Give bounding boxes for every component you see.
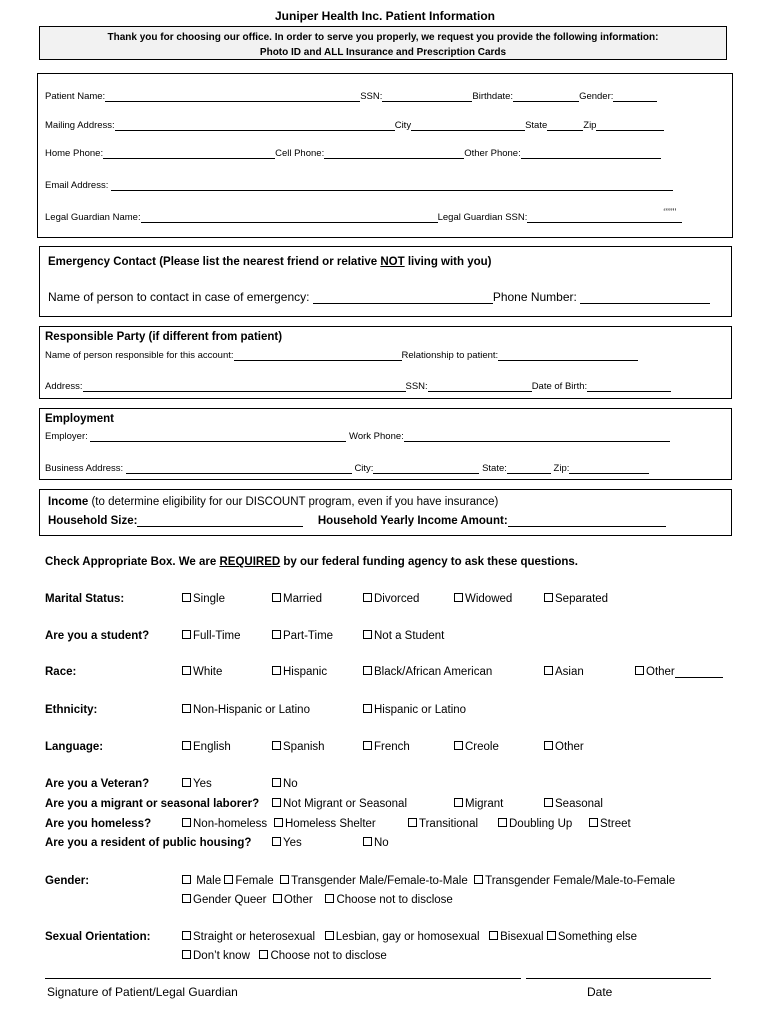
responsible-address-label: Address: [45, 381, 83, 392]
mailing-address-field[interactable] [115, 119, 395, 131]
date-label: Date [587, 985, 613, 999]
gender-queer-option[interactable]: Gender Queer [182, 894, 267, 906]
checkbox[interactable] [182, 818, 191, 827]
checkbox[interactable] [182, 894, 191, 903]
language-label: Language: [45, 741, 104, 753]
gender-question-label: Gender: [45, 875, 90, 887]
ethnicity-nonhispanic-option[interactable]: Non-Hispanic or Latino [182, 704, 310, 716]
income-label: Income [48, 496, 89, 508]
emergency-name-label: Name of person to contact in case of emergency: [48, 290, 310, 304]
business-state-field[interactable] [507, 462, 551, 474]
checkbox[interactable] [408, 818, 417, 827]
guardian-ssn-marks: ‘’’’’’’ [663, 207, 677, 217]
checkbox[interactable] [454, 741, 463, 750]
homeless-doubling-option[interactable]: Doubling Up [498, 818, 572, 830]
date-line[interactable] [526, 978, 711, 979]
orientation-bisexual-option[interactable]: Bisexual [489, 931, 543, 943]
mailing-row [45, 119, 664, 131]
marital-married-option[interactable]: Married [272, 593, 322, 605]
gender-female-option[interactable]: Female [224, 875, 273, 887]
income-row [48, 514, 666, 527]
responsible-name-label: Name of person responsible for this account: [45, 350, 234, 361]
business-state-label: State: [482, 463, 507, 474]
responsible-row-2 [45, 380, 671, 392]
email-row [45, 179, 673, 191]
email-field[interactable] [111, 179, 673, 191]
checkbox[interactable] [363, 593, 372, 602]
patient-name-field[interactable] [105, 90, 360, 102]
homeless-street-option[interactable]: Street [589, 818, 631, 830]
ethnicity-label: Ethnicity: [45, 704, 98, 716]
checkbox[interactable] [589, 818, 598, 827]
checkbox[interactable] [325, 894, 334, 903]
business-address-label: Business Address: [45, 463, 124, 474]
guardian-name-field[interactable] [141, 211, 438, 223]
city-field[interactable] [411, 119, 525, 131]
signature-label: Signature of Patient/Legal Guardian [47, 985, 238, 999]
race-other-option[interactable]: Other [635, 666, 723, 678]
required-text: REQUIRED [219, 556, 281, 568]
gender-row-2 [182, 894, 453, 906]
birthdate-label: Birthdate: [472, 91, 514, 102]
checkbox[interactable] [182, 704, 191, 713]
instructions-line-2: Photo ID and ALL Insurance and Prescription Cards [259, 47, 507, 58]
responsible-row-1 [45, 349, 638, 361]
patient-name-row [45, 90, 657, 102]
student-label: Are you a student? [45, 630, 150, 642]
emergency-row [48, 290, 710, 304]
responsible-address-field[interactable] [83, 380, 406, 392]
marital-single-option[interactable]: Single [182, 593, 225, 605]
guardian-name-label: Legal Guardian Name: [45, 212, 141, 223]
responsible-ssn-label: SSN: [405, 381, 428, 392]
form-title: Juniper Health Inc. Patient Information [274, 9, 496, 23]
checkbox[interactable] [363, 630, 372, 639]
checkbox[interactable] [182, 875, 191, 884]
questions-intro: Check Appropriate Box. We are REQUIRED by our federal funding agency to ask these questions. [45, 556, 578, 568]
checkbox[interactable] [272, 837, 281, 846]
emergency-name-field[interactable] [313, 290, 493, 304]
checkbox[interactable] [635, 666, 644, 675]
employment-heading: Employment [45, 413, 115, 425]
household-income-field[interactable] [508, 514, 666, 527]
language-french-option[interactable]: French [363, 741, 410, 753]
relationship-field[interactable] [498, 349, 638, 361]
work-phone-field[interactable] [404, 430, 670, 442]
gender-nodisclose-option[interactable]: Choose not to disclose [325, 894, 452, 906]
emergency-phone-field[interactable] [580, 290, 710, 304]
checkbox[interactable] [544, 741, 553, 750]
homeless-label: Are you homeless? [45, 818, 152, 830]
orientation-something-else-option[interactable]: Something else [547, 931, 637, 943]
work-phone-label: Work Phone: [349, 431, 404, 442]
guardian-ssn-label: Legal Guardian SSN: [437, 212, 528, 223]
checkbox[interactable] [474, 875, 483, 884]
orientation-dontknow-option[interactable]: Don’t know [182, 950, 250, 962]
cell-phone-label: Cell Phone: [275, 148, 325, 159]
city-label: City [394, 120, 412, 131]
orientation-nodisclose-option[interactable]: Choose not to disclose [259, 950, 386, 962]
migrant-label: Are you a migrant or seasonal laborer? [45, 798, 260, 810]
language-creole-option[interactable]: Creole [454, 741, 499, 753]
checkbox[interactable] [272, 798, 281, 807]
checkbox[interactable] [182, 630, 191, 639]
marital-widowed-option[interactable]: Widowed [454, 593, 512, 605]
veteran-yes-option[interactable]: Yes [182, 778, 212, 790]
responsible-name-field[interactable] [234, 349, 402, 361]
patient-name-label: Patient Name: [45, 91, 106, 102]
language-spanish-option[interactable]: Spanish [272, 741, 325, 753]
checkbox[interactable] [224, 875, 233, 884]
housing-label: Are you a resident of public housing? [45, 837, 252, 849]
checkbox[interactable] [272, 741, 281, 750]
checkbox[interactable] [280, 875, 289, 884]
other-phone-field[interactable] [521, 147, 661, 159]
housing-yes-option[interactable]: Yes [272, 837, 302, 849]
orientation-lgh-option[interactable]: Lesbian, gay or homosexual [325, 931, 480, 943]
checkbox[interactable] [363, 666, 372, 675]
checkbox[interactable] [259, 950, 268, 959]
language-other-option[interactable]: Other [544, 741, 584, 753]
business-zip-label: Zip: [553, 463, 570, 474]
cell-phone-field[interactable] [324, 147, 464, 159]
checkbox[interactable] [272, 778, 281, 787]
responsible-heading: Responsible Party (if different from patient) [45, 331, 283, 343]
instructions-box [39, 26, 727, 60]
household-size-field[interactable] [137, 514, 303, 527]
state-field[interactable] [547, 119, 583, 131]
email-label: Email Address: [45, 180, 109, 191]
checkbox[interactable] [544, 798, 553, 807]
race-other-field[interactable] [675, 666, 723, 678]
checkbox[interactable] [274, 818, 283, 827]
checkbox[interactable] [547, 931, 556, 940]
checkbox[interactable] [272, 630, 281, 639]
relationship-label: Relationship to patient: [401, 350, 499, 361]
orientation-straight-option[interactable]: Straight or heterosexual [182, 931, 315, 943]
ethnicity-hispanic-option[interactable]: Hispanic or Latino [363, 704, 466, 716]
marital-divorced-option[interactable]: Divorced [363, 593, 419, 605]
race-hispanic-option[interactable]: Hispanic [272, 666, 327, 678]
homeless-shelter-option[interactable]: Homeless Shelter [274, 818, 376, 830]
business-city-label: City: [354, 463, 374, 474]
instructions-line-1: Thank you for choosing our office. In order to serve you properly, we request you provide the following information: [107, 32, 659, 43]
student-not-option[interactable]: Not a Student [363, 630, 444, 642]
emergency-heading: Emergency Contact (Please list the nearest friend or relative NOT living with you) [48, 256, 492, 268]
home-phone-field[interactable] [103, 147, 275, 159]
emergency-not-text: NOT [380, 256, 405, 268]
income-description: Income (to determine eligibility for our DISCOUNT program, even if you have insurance) [48, 496, 499, 508]
student-parttime-option[interactable]: Part-Time [272, 630, 333, 642]
zip-field[interactable] [596, 119, 664, 131]
race-white-option[interactable]: White [182, 666, 222, 678]
checkbox[interactable] [272, 593, 281, 602]
gender-trans-female-option[interactable]: Transgender Female/Male-to-Female [474, 875, 675, 887]
homeless-transitional-option[interactable]: Transitional [408, 818, 478, 830]
race-asian-option[interactable]: Asian [544, 666, 584, 678]
marital-status-label: Marital Status: [45, 593, 125, 605]
checkbox[interactable] [272, 666, 281, 675]
employer-field[interactable] [90, 430, 346, 442]
gender-row-1 [182, 875, 675, 887]
checkbox[interactable] [273, 894, 282, 903]
checkbox[interactable] [325, 931, 334, 940]
checkbox[interactable] [363, 741, 372, 750]
ssn-label: SSN: [360, 91, 383, 102]
household-size-label: Household Size: [48, 515, 138, 527]
checkbox[interactable] [182, 931, 191, 940]
migrant-not-option[interactable]: Not Migrant or Seasonal [272, 798, 407, 810]
checkbox[interactable] [182, 666, 191, 675]
ssn-field[interactable] [382, 90, 472, 102]
zip-label: Zip [583, 120, 597, 131]
migrant-seasonal-option[interactable]: Seasonal [544, 798, 603, 810]
checkbox[interactable] [182, 778, 191, 787]
race-label: Race: [45, 666, 77, 678]
checkbox[interactable] [489, 931, 498, 940]
household-income-label: Household Yearly Income Amount: [317, 515, 508, 527]
gender-other-option[interactable]: Other [273, 894, 313, 906]
race-black-option[interactable]: Black/African American [363, 666, 492, 678]
business-city-field[interactable] [373, 462, 479, 474]
checkbox[interactable] [544, 593, 553, 602]
signature-line[interactable] [45, 978, 521, 979]
checkbox[interactable] [498, 818, 507, 827]
gender-field[interactable] [613, 90, 657, 102]
orientation-row-1 [182, 931, 637, 943]
dob-label: Date of Birth: [531, 381, 588, 392]
checkbox[interactable] [363, 704, 372, 713]
checkbox[interactable] [544, 666, 553, 675]
business-zip-field[interactable] [569, 462, 649, 474]
student-fulltime-option[interactable]: Full-Time [182, 630, 241, 642]
responsible-ssn-field[interactable] [428, 380, 532, 392]
guardian-ssn-field[interactable] [527, 207, 682, 223]
gender-label: Gender: [579, 91, 614, 102]
veteran-label: Are you a Veteran? [45, 778, 150, 790]
employment-row-1 [45, 430, 670, 442]
other-phone-label: Other Phone: [464, 148, 521, 159]
state-label: State [525, 120, 548, 131]
business-address-field[interactable] [126, 462, 352, 474]
checkbox[interactable] [454, 798, 463, 807]
gender-trans-male-option[interactable]: Transgender Male/Female-to-Male [280, 875, 468, 887]
orientation-label: Sexual Orientation: [45, 931, 151, 943]
phone-row [45, 147, 661, 159]
checkbox[interactable] [182, 593, 191, 602]
employer-label: Employer: [45, 431, 88, 442]
checkbox[interactable] [182, 741, 191, 750]
dob-field[interactable] [587, 380, 671, 392]
housing-no-option[interactable]: No [363, 837, 389, 849]
checkbox[interactable] [182, 950, 191, 959]
migrant-migrant-option[interactable]: Migrant [454, 798, 503, 810]
birthdate-field[interactable] [513, 90, 579, 102]
checkbox[interactable] [454, 593, 463, 602]
guardian-row [45, 207, 682, 223]
marital-separated-option[interactable]: Separated [544, 593, 608, 605]
orientation-row-2 [182, 950, 387, 962]
emergency-phone-label: Phone Number: [492, 290, 577, 304]
language-english-option[interactable]: English [182, 741, 231, 753]
homeless-non-option[interactable]: Non-homeless [182, 818, 267, 830]
gender-male-option[interactable]: Male [182, 875, 221, 887]
home-phone-label: Home Phone: [45, 148, 104, 159]
mailing-address-label: Mailing Address: [45, 120, 115, 131]
checkbox[interactable] [363, 837, 372, 846]
employment-row-2 [45, 462, 649, 474]
veteran-no-option[interactable]: No [272, 778, 298, 790]
